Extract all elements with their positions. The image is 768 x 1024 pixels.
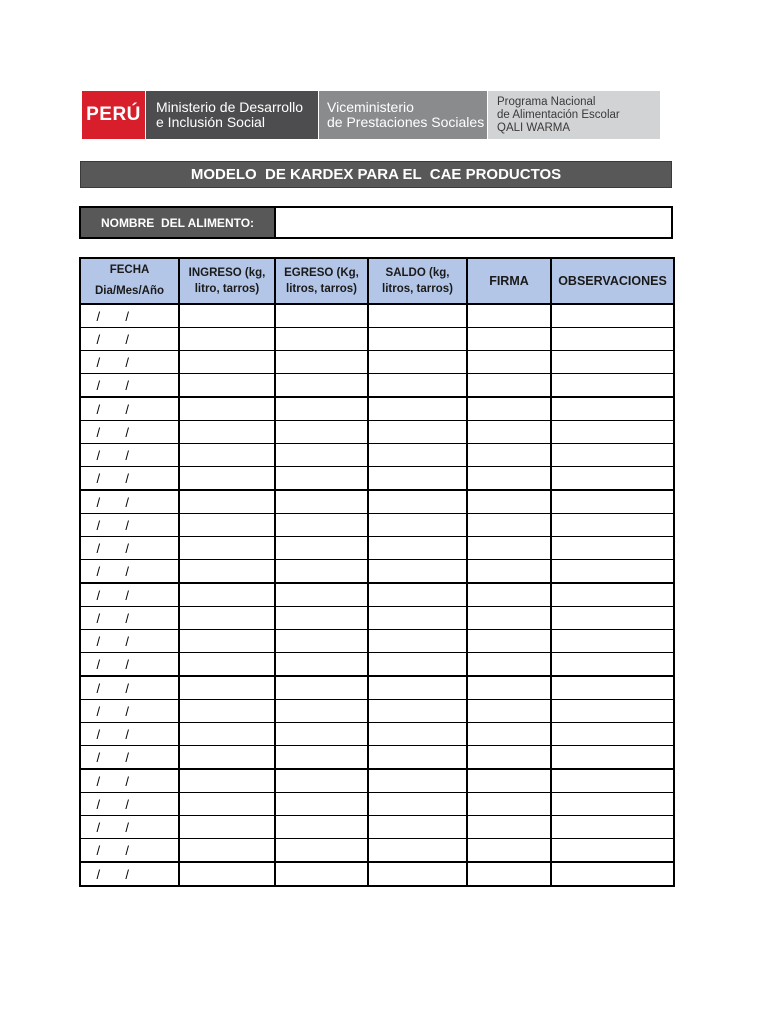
observaciones-cell[interactable]: [551, 351, 674, 374]
fecha-cell[interactable]: [80, 467, 179, 491]
saldo-cell[interactable]: [368, 583, 467, 607]
observaciones-cell[interactable]: [551, 700, 674, 723]
table-row: [80, 351, 674, 374]
fecha-placeholder: / /: [96, 308, 130, 324]
fecha-cell[interactable]: [80, 514, 179, 537]
kardex-header-row: [80, 258, 674, 304]
ingreso-cell[interactable]: [179, 421, 275, 444]
fecha-cell[interactable]: [80, 490, 179, 514]
table-row: [80, 397, 674, 421]
fecha-cell[interactable]: [80, 304, 179, 328]
viceministerio-line-2: de Prestaciones Sociales: [327, 114, 485, 130]
ingreso-cell[interactable]: [179, 560, 275, 584]
fecha-placeholder: / /: [96, 494, 130, 510]
ministerio-line-2: e Inclusión Social: [156, 114, 265, 130]
observaciones-cell[interactable]: [551, 816, 674, 839]
col-header-saldo: [368, 258, 467, 304]
firma-cell[interactable]: [467, 816, 551, 839]
egreso-cell[interactable]: [275, 583, 368, 607]
table-row: [80, 769, 674, 793]
table-row: [80, 862, 674, 886]
saldo-cell[interactable]: [368, 839, 467, 863]
saldo-cell[interactable]: [368, 816, 467, 839]
firma-cell[interactable]: [467, 653, 551, 677]
table-row: [80, 374, 674, 398]
saldo-cell[interactable]: [368, 653, 467, 677]
table-row: [80, 421, 674, 444]
egreso-cell[interactable]: [275, 769, 368, 793]
col-header-fecha-line-2: Dia/Mes/Año: [94, 285, 164, 297]
table-row: [80, 653, 674, 677]
table-row: [80, 560, 674, 584]
saldo-cell[interactable]: [368, 630, 467, 653]
egreso-cell[interactable]: [275, 304, 368, 328]
fecha-cell[interactable]: [80, 374, 179, 398]
table-row: [80, 723, 674, 746]
egreso-cell[interactable]: [275, 514, 368, 537]
egreso-cell[interactable]: [275, 630, 368, 653]
ingreso-cell[interactable]: [179, 793, 275, 816]
ingreso-cell[interactable]: [179, 676, 275, 700]
ingreso-cell[interactable]: [179, 490, 275, 514]
firma-cell[interactable]: [467, 514, 551, 537]
observaciones-cell[interactable]: [551, 676, 674, 700]
observaciones-cell[interactable]: [551, 746, 674, 770]
fecha-cell[interactable]: [80, 583, 179, 607]
nombre-alimento-field[interactable]: [276, 208, 671, 237]
firma-cell[interactable]: [467, 351, 551, 374]
viceministerio-logo: [318, 91, 488, 139]
viceministerio-line-1: Viceministerio: [327, 99, 414, 115]
col-header-ingreso-line-1: INGRESO (kg,: [188, 267, 266, 279]
observaciones-cell[interactable]: [551, 374, 674, 398]
fecha-placeholder: / /: [96, 470, 130, 486]
ingreso-cell[interactable]: [179, 607, 275, 630]
col-header-egreso: [275, 258, 368, 304]
egreso-cell[interactable]: [275, 537, 368, 560]
peru-logo-text: PERÚ: [86, 104, 141, 125]
fecha-placeholder: / /: [96, 610, 130, 626]
col-header-saldo-line-2: litros, tarros): [382, 283, 453, 295]
document-title: MODELO DE KARDEX PARA EL CAE PRODUCTOS: [190, 166, 562, 183]
col-header-ingreso: [179, 258, 275, 304]
table-row: [80, 839, 674, 863]
table-row: [80, 630, 674, 653]
ingreso-cell[interactable]: [179, 328, 275, 351]
observaciones-cell[interactable]: [551, 723, 674, 746]
fecha-placeholder: / /: [96, 540, 130, 556]
saldo-cell[interactable]: [368, 560, 467, 584]
table-row: [80, 467, 674, 491]
observaciones-cell[interactable]: [551, 560, 674, 584]
saldo-cell[interactable]: [368, 304, 467, 328]
observaciones-cell[interactable]: [551, 304, 674, 328]
table-row: [80, 444, 674, 467]
ingreso-cell[interactable]: [179, 444, 275, 467]
firma-cell[interactable]: [467, 862, 551, 886]
observaciones-cell[interactable]: [551, 421, 674, 444]
fecha-cell[interactable]: [80, 769, 179, 793]
ingreso-cell[interactable]: [179, 746, 275, 770]
ingreso-cell[interactable]: [179, 816, 275, 839]
fecha-placeholder: / /: [96, 377, 130, 393]
observaciones-cell[interactable]: [551, 467, 674, 491]
observaciones-cell[interactable]: [551, 583, 674, 607]
nombre-alimento-row: [79, 206, 673, 239]
observaciones-cell[interactable]: [551, 839, 674, 863]
egreso-cell[interactable]: [275, 374, 368, 398]
fecha-cell[interactable]: [80, 653, 179, 677]
table-row: [80, 676, 674, 700]
observaciones-cell[interactable]: [551, 607, 674, 630]
observaciones-cell[interactable]: [551, 397, 674, 421]
firma-cell[interactable]: [467, 537, 551, 560]
fecha-placeholder: / /: [96, 749, 130, 765]
firma-cell[interactable]: [467, 444, 551, 467]
fecha-cell[interactable]: [80, 351, 179, 374]
fecha-placeholder: / /: [96, 680, 130, 696]
observaciones-cell[interactable]: [551, 328, 674, 351]
col-header-fecha-line-1: FECHA: [109, 264, 150, 276]
firma-cell[interactable]: [467, 700, 551, 723]
fecha-cell[interactable]: [80, 560, 179, 584]
fecha-placeholder: / /: [96, 401, 130, 417]
saldo-cell[interactable]: [368, 514, 467, 537]
ingreso-cell[interactable]: [179, 537, 275, 560]
egreso-cell[interactable]: [275, 560, 368, 584]
observaciones-cell[interactable]: [551, 630, 674, 653]
saldo-cell[interactable]: [368, 862, 467, 886]
col-header-egreso-line-1: EGRESO (Kg,: [284, 267, 359, 279]
table-row: [80, 793, 674, 816]
saldo-cell[interactable]: [368, 374, 467, 398]
saldo-cell[interactable]: [368, 746, 467, 770]
programa-logo: [488, 91, 660, 139]
firma-cell[interactable]: [467, 374, 551, 398]
fecha-cell[interactable]: [80, 839, 179, 863]
fecha-placeholder: / /: [96, 796, 130, 812]
firma-cell[interactable]: [467, 328, 551, 351]
table-row: [80, 746, 674, 770]
egreso-cell[interactable]: [275, 746, 368, 770]
table-row: [80, 700, 674, 723]
fecha-cell[interactable]: [80, 793, 179, 816]
egreso-cell[interactable]: [275, 351, 368, 374]
col-header-egreso-line-2: litros, tarros): [286, 283, 357, 295]
saldo-cell[interactable]: [368, 467, 467, 491]
ministerio-line-1: Ministerio de Desarrollo: [156, 99, 304, 115]
ingreso-cell[interactable]: [179, 630, 275, 653]
programa-line-1: Programa Nacional: [497, 95, 596, 108]
fecha-placeholder: / /: [96, 819, 130, 835]
table-row: [80, 304, 674, 328]
firma-cell[interactable]: [467, 769, 551, 793]
table-row: [80, 514, 674, 537]
col-header-observaciones: [551, 258, 674, 304]
saldo-cell[interactable]: [368, 444, 467, 467]
saldo-cell[interactable]: [368, 793, 467, 816]
ingreso-cell[interactable]: [179, 769, 275, 793]
nombre-alimento-label: [81, 208, 276, 237]
kardex-body: [80, 304, 674, 886]
observaciones-cell[interactable]: [551, 514, 674, 537]
saldo-cell[interactable]: [368, 397, 467, 421]
fecha-placeholder: / /: [96, 866, 130, 882]
observaciones-cell[interactable]: [551, 769, 674, 793]
observaciones-cell[interactable]: [551, 862, 674, 886]
kardex-table: [79, 257, 675, 887]
fecha-cell[interactable]: [80, 397, 179, 421]
egreso-cell[interactable]: [275, 700, 368, 723]
fecha-placeholder: / /: [96, 331, 130, 347]
egreso-cell[interactable]: [275, 421, 368, 444]
fecha-cell[interactable]: [80, 421, 179, 444]
firma-cell[interactable]: [467, 607, 551, 630]
fecha-cell[interactable]: [80, 723, 179, 746]
egreso-cell[interactable]: [275, 653, 368, 677]
fecha-placeholder: / /: [96, 424, 130, 440]
saldo-cell[interactable]: [368, 676, 467, 700]
firma-cell[interactable]: [467, 490, 551, 514]
col-header-firma: [467, 258, 551, 304]
fecha-cell[interactable]: [80, 328, 179, 351]
fecha-placeholder: / /: [96, 703, 130, 719]
saldo-cell[interactable]: [368, 421, 467, 444]
firma-cell[interactable]: [467, 630, 551, 653]
fecha-cell[interactable]: [80, 816, 179, 839]
ingreso-cell[interactable]: [179, 514, 275, 537]
nombre-alimento-label-text: NOMBRE DEL ALIMENTO:: [100, 215, 255, 230]
document-title-bar: [80, 161, 672, 188]
table-row: [80, 816, 674, 839]
peru-logo: [82, 91, 146, 139]
egreso-cell[interactable]: [275, 444, 368, 467]
ministerio-logo: [146, 91, 318, 139]
observaciones-cell[interactable]: [551, 537, 674, 560]
fecha-cell[interactable]: [80, 700, 179, 723]
fecha-placeholder: / /: [96, 842, 130, 858]
ingreso-cell[interactable]: [179, 397, 275, 421]
programa-line-2: de Alimentación Escolar: [497, 108, 620, 121]
egreso-cell[interactable]: [275, 397, 368, 421]
saldo-cell[interactable]: [368, 537, 467, 560]
ingreso-cell[interactable]: [179, 700, 275, 723]
fecha-placeholder: / /: [96, 773, 130, 789]
fecha-placeholder: / /: [96, 587, 130, 603]
fecha-placeholder: / /: [96, 633, 130, 649]
firma-cell[interactable]: [467, 397, 551, 421]
fecha-cell[interactable]: [80, 607, 179, 630]
firma-cell[interactable]: [467, 723, 551, 746]
saldo-cell[interactable]: [368, 490, 467, 514]
firma-cell[interactable]: [467, 746, 551, 770]
fecha-cell[interactable]: [80, 444, 179, 467]
fecha-placeholder: / /: [96, 656, 130, 672]
ingreso-cell[interactable]: [179, 351, 275, 374]
logo-banner: [82, 91, 660, 139]
firma-cell[interactable]: [467, 421, 551, 444]
table-row: [80, 607, 674, 630]
table-row: [80, 490, 674, 514]
firma-cell[interactable]: [467, 560, 551, 584]
col-header-ingreso-line-2: litro, tarros): [194, 283, 260, 295]
egreso-cell[interactable]: [275, 816, 368, 839]
firma-cell[interactable]: [467, 676, 551, 700]
saldo-cell[interactable]: [368, 723, 467, 746]
fecha-cell[interactable]: [80, 537, 179, 560]
egreso-cell[interactable]: [275, 676, 368, 700]
fecha-placeholder: / /: [96, 447, 130, 463]
fecha-placeholder: / /: [96, 726, 130, 742]
fecha-cell[interactable]: [80, 676, 179, 700]
saldo-cell[interactable]: [368, 769, 467, 793]
ingreso-cell[interactable]: [179, 653, 275, 677]
fecha-cell[interactable]: [80, 630, 179, 653]
saldo-cell[interactable]: [368, 607, 467, 630]
egreso-cell[interactable]: [275, 490, 368, 514]
col-header-saldo-line-1: SALDO (kg,: [385, 267, 450, 279]
firma-cell[interactable]: [467, 467, 551, 491]
fecha-placeholder: / /: [96, 517, 130, 533]
ingreso-cell[interactable]: [179, 862, 275, 886]
fecha-placeholder: / /: [96, 354, 130, 370]
egreso-cell[interactable]: [275, 723, 368, 746]
fecha-placeholder: / /: [96, 563, 130, 579]
table-row: [80, 328, 674, 351]
col-header-fecha: [80, 258, 179, 304]
egreso-cell[interactable]: [275, 607, 368, 630]
observaciones-cell[interactable]: [551, 653, 674, 677]
firma-cell[interactable]: [467, 583, 551, 607]
fecha-cell[interactable]: [80, 746, 179, 770]
egreso-cell[interactable]: [275, 793, 368, 816]
saldo-cell[interactable]: [368, 351, 467, 374]
ingreso-cell[interactable]: [179, 467, 275, 491]
ingreso-cell[interactable]: [179, 583, 275, 607]
fecha-cell[interactable]: [80, 862, 179, 886]
firma-cell[interactable]: [467, 839, 551, 863]
egreso-cell[interactable]: [275, 862, 368, 886]
col-header-observaciones-text: OBSERVACIONES: [558, 273, 667, 288]
ingreso-cell[interactable]: [179, 304, 275, 328]
table-row: [80, 583, 674, 607]
egreso-cell[interactable]: [275, 467, 368, 491]
ingreso-cell[interactable]: [179, 839, 275, 863]
observaciones-cell[interactable]: [551, 490, 674, 514]
firma-cell[interactable]: [467, 304, 551, 328]
firma-cell[interactable]: [467, 793, 551, 816]
egreso-cell[interactable]: [275, 328, 368, 351]
observaciones-cell[interactable]: [551, 444, 674, 467]
col-header-firma-text: FIRMA: [489, 273, 529, 288]
saldo-cell[interactable]: [368, 328, 467, 351]
observaciones-cell[interactable]: [551, 793, 674, 816]
saldo-cell[interactable]: [368, 700, 467, 723]
table-row: [80, 537, 674, 560]
egreso-cell[interactable]: [275, 839, 368, 863]
ingreso-cell[interactable]: [179, 374, 275, 398]
ingreso-cell[interactable]: [179, 723, 275, 746]
programa-line-3: QALI WARMA: [497, 121, 571, 134]
